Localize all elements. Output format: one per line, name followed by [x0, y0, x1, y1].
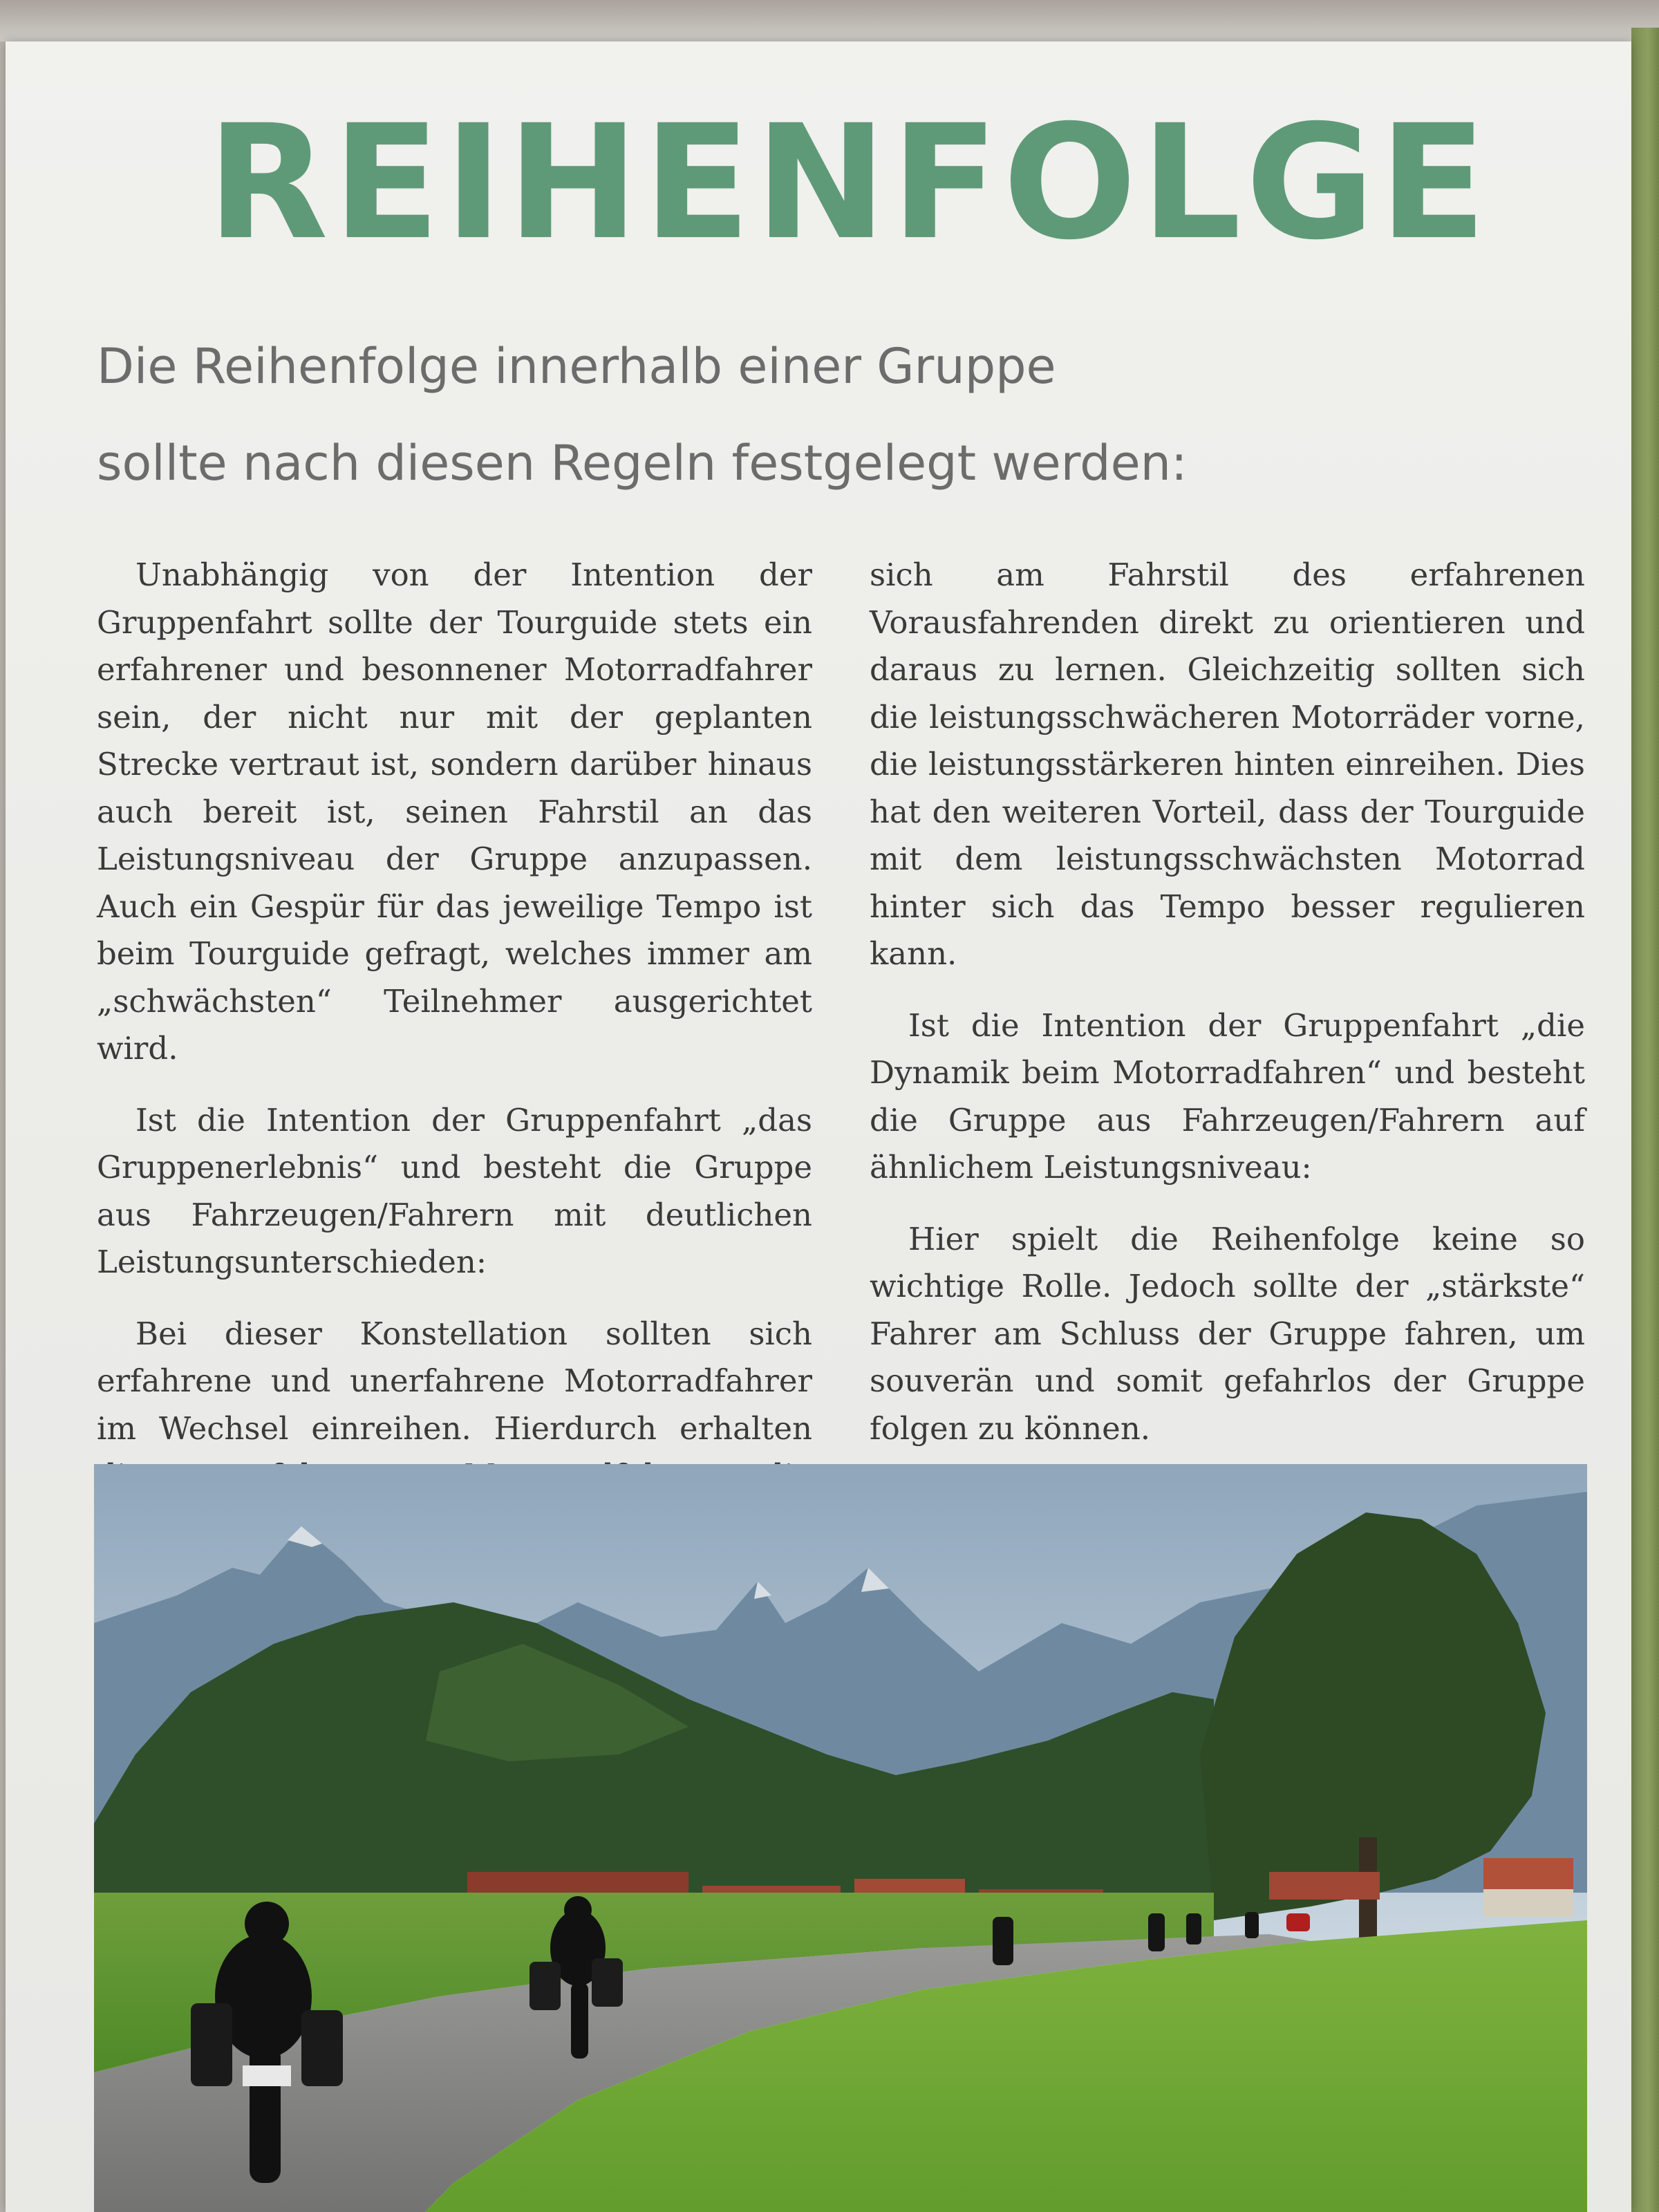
page-subtitle	[97, 318, 1410, 512]
subtitle-line-2: sollte nach diesen Regeln festgelegt werden:	[97, 435, 1188, 491]
left-text-column	[97, 552, 812, 1571]
paragraph-konstellation: Bei dieser Konstellation sollten sich erfahrene und unerfahrene Motorradfahrer im Wechsel einreihen. Hierdurch erhalten	[97, 1315, 812, 1447]
subtitle-line-1: Die Reihenfolge innerhalb einer Gruppe	[97, 338, 1056, 395]
paragraph-reihenfolge-rolle: Hier spielt die Reihenfolge keine so wichtige Rolle. Jedoch sollte der „stärkste“ Fahrer am Schluss der Gruppe fahren, um souverän und somit gefahrlos der Gruppe folgen zu können.	[870, 1220, 1585, 1447]
background-green-cover-edge	[1631, 28, 1659, 2212]
booklet-page	[6, 41, 1631, 2212]
right-text-column	[870, 552, 1585, 1477]
motorcycle-group-photo	[94, 1464, 1587, 2212]
paragraph-tourguide: Unabhängig von der Intention der Gruppenfahrt sollte der Tourguide stets ein erfahrener und besonnener Motorradfahrer sein, der nicht nur mit der geplanten Strecke vertraut ist, sondern darüber hinaus auch bereit ist, seinen Fahrstil an das Leistungsniveau der Gruppe anzupassen. Auch ein Gespür für das jeweilige Tempo ist beim Tourguide gefragt, welches immer am „schwächsten“ Teilnehmer ausgerichtet wird.	[97, 556, 812, 1067]
paragraph-gruppenerlebnis: Ist die Intention der Gruppenfahrt „das Gruppenerlebnis“ und besteht die Gruppe aus Fahrzeugen/Fahrern mit deutlichen Leistungsunterschieden:	[97, 1101, 812, 1280]
paragraph-fahrstil-continued: sich am Fahrstil des erfahrenen Vorausfahrenden direkt zu orientieren und daraus zu lernen. Gleichzeitig sollten sich die leistungsschwächeren Motorräder vorne, die leistungsstärkeren hinten einreihen. Dies hat den weiteren Vorteil, dass der Tourguide mit dem leistungsschwächsten Motorrad hinter sich das Tempo besser regulieren kann.	[870, 556, 1585, 972]
paragraph-dynamik: Ist die Intention der Gruppenfahrt „die Dynamik beim Motorradfahren“ und besteht die Gruppe aus Fahrzeugen/Fahrern auf ähnlichem Leistungsniveau:	[870, 1006, 1585, 1185]
background-table-top	[0, 0, 1659, 41]
page-title: REIHENFOLGE	[207, 91, 1491, 274]
